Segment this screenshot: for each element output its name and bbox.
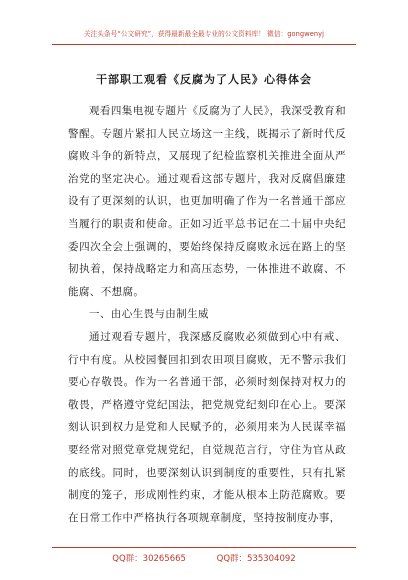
body-paragraph: 观看四集电视专题片《反腐为了人民》，我深受教育和警醒。专题片紧扣人民立场这一主线，既揭示了新时代反腐败斗争的新特点，又展现了纪检监察机关推进全面从严治党的坚定决心。通过观看这部专题片，我对反腐倡廉建设有了更深刻的认识，也更加明确了作为一名普通干部应当履行的职责和使命。正如习近平总书记在二十届中央纪委四次全会上强调的，要始终保持反腐败永远在路上的坚韧执着，保持战略定力和高压态势，一体推进不敢腐、不能腐、不想腐。 <box>68 105 346 298</box>
footer-qq-group-2: QQ群：535304092 <box>216 554 296 564</box>
footer-qq-group-1: QQ群：30265665 <box>112 554 186 564</box>
header-banner: 关注头条号“公文研究”，获得最新最全最专业的公文资料库！ 微信：gongwenyj <box>83 30 325 38</box>
header-rule <box>52 44 356 45</box>
document-title: 干部职工观看《反腐为了人民》心得体会 <box>96 73 312 86</box>
section-heading: 一、由心生畏与由制生威 <box>89 308 209 321</box>
footer-rule <box>52 547 356 548</box>
footer-contact <box>0 552 408 564</box>
body-paragraph: 通过观看专题片，我深感反腐败必须做到心中有戒、行中有度。从校园餐回扣到农田项目腐败，无不警示我们要心存敬畏。作为一名普通干部，必须时刻保持对权力的敬畏，严格遵守党纪国法，把党规党纪刻印在心上。要深刻认识到权力是党和人民赋予的，必须用来为人民谋幸福要经常对照党章党规党纪，自觉规范言行，守住为官从政的底线。同时，也要深刻认识到制度的重要性，只有扎紧制度的笼子，形成刚性约束，才能从根本上防范腐败。要在日常工作中严格执行各项规章制度，坚持按制度办事， <box>68 330 346 524</box>
document-body <box>68 100 346 529</box>
